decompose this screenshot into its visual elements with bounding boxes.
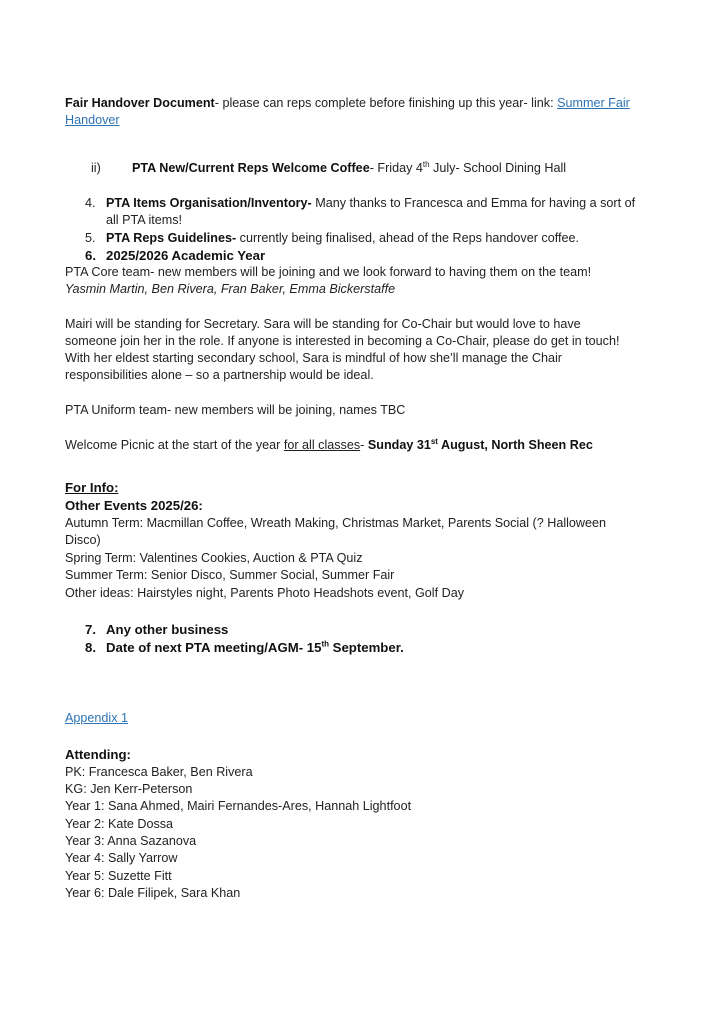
secretary-paragraph-line: someone join her in the role. If anyone is interested in becoming a Co-Chair, please do get in touch! (65, 334, 620, 348)
item-text: Many thanks to Francesca and Emma for having a sort of (311, 196, 636, 210)
secretary-paragraph-line: With her eldest starting secondary school, Sara is mindful of how she’ll manage the Chair (65, 351, 562, 365)
attendee-line: Year 2: Kate Dossa (65, 817, 174, 831)
agenda-item-8 (85, 639, 404, 656)
item-marker: 8. (85, 640, 96, 655)
item-text: all PTA items! (106, 213, 183, 227)
item-title: 2025/2026 Academic Year (106, 248, 266, 263)
appendix-1-link[interactable]: Appendix 1 (65, 711, 129, 725)
item-title: Date of next PTA meeting/AGM- 15 (106, 640, 322, 655)
handover-line-1 (65, 95, 630, 112)
attending-heading-text: Attending: (65, 747, 131, 762)
item-title: Any other business (106, 622, 229, 637)
agenda-item-7 (85, 621, 228, 638)
attendee-line: Year 5: Suzette Fitt (65, 869, 172, 883)
uniform-team-text: PTA Uniform team- new members will be joining, names TBC (65, 403, 406, 417)
picnic-underlined: for all classes (283, 438, 361, 452)
secretary-paragraph-line: responsibilities alone – so a partnership would be ideal. (65, 368, 374, 382)
events-line: Other ideas: Hairstyles night, Parents Photo Headshots event, Golf Day (65, 586, 465, 600)
superscript: st (430, 436, 438, 446)
handover-text: - please can reps complete before finishing up this year- link: (214, 96, 558, 110)
agenda-item-4-cont (106, 212, 182, 229)
other-events-heading-text: Other Events 2025/26: (65, 498, 203, 513)
secretary-paragraph-line: Mairi will be standing for Secretary. Sara will be standing for Co-Chair but would love to have (65, 317, 581, 331)
attendee-line: Year 6: Dale Filipek, Sara Khan (65, 886, 241, 900)
agenda-item-5 (85, 230, 579, 247)
events-line: Spring Term: Valentines Cookies, Auction & PTA Quiz (65, 551, 363, 565)
item-title: PTA Items Organisation/Inventory- (106, 196, 312, 210)
events-line: Summer Term: Senior Disco, Summer Social, Summer Fair (65, 568, 395, 582)
summer-fair-handover-link[interactable]: Summer Fair (557, 96, 630, 110)
item-title: PTA New/Current Reps Welcome Coffee (132, 161, 370, 175)
item-marker: ii) (91, 161, 101, 175)
attendee-line: KG: Jen Kerr-Peterson (65, 782, 193, 796)
agenda-item-ii (91, 160, 566, 177)
superscript: th (321, 639, 329, 649)
picnic-text: Welcome Picnic at the start of the year (65, 438, 284, 452)
picnic-dash: - (360, 438, 368, 452)
attendee-line: Year 1: Sana Ahmed, Mairi Fernandes-Ares, Hannah Lightfoot (65, 799, 412, 813)
core-team-names-text: Yasmin Martin, Ben Rivera, Fran Baker, Emma Bickerstaffe (65, 282, 396, 296)
welcome-picnic-line (65, 437, 593, 454)
picnic-date: Sunday 31 (367, 438, 431, 452)
item-marker: 5. (85, 231, 96, 245)
events-line: Disco) (65, 533, 101, 547)
item-title: September. (329, 640, 404, 655)
item-text: July- School Dining Hall (429, 161, 567, 175)
agenda-item-6 (85, 247, 265, 264)
attending-heading (65, 746, 131, 763)
item-marker: 6. (85, 248, 96, 263)
item-marker: 7. (85, 622, 96, 637)
other-events-heading (65, 497, 203, 514)
picnic-location: August, North Sheen Rec (437, 438, 593, 452)
appendix-line (65, 710, 128, 727)
attendee-line: Year 4: Sally Yarrow (65, 851, 178, 865)
attendee-line: PK: Francesca Baker, Ben Rivera (65, 765, 253, 779)
item-text: currently being finalised, ahead of the Reps handover coffee. (236, 231, 579, 245)
for-info-heading-text: For Info: (65, 480, 119, 495)
events-line: Autumn Term: Macmillan Coffee, Wreath Making, Christmas Market, Parents Social (? Halloween (65, 516, 607, 530)
item-text: - Friday 4 (369, 161, 423, 175)
item-title: PTA Reps Guidelines- (106, 231, 237, 245)
for-info-heading (65, 479, 118, 496)
summer-fair-handover-link-cont[interactable]: Handover (65, 113, 120, 127)
agenda-item-4 (85, 195, 635, 212)
handover-line-2 (65, 112, 120, 129)
attendee-line: Year 3: Anna Sazanova (65, 834, 197, 848)
item-marker: 4. (85, 196, 96, 210)
core-team-names (65, 281, 395, 298)
core-team-text: PTA Core team- new members will be joining and we look forward to having them on the team! (65, 265, 592, 279)
handover-title: Fair Handover Document (65, 96, 215, 110)
superscript: th (422, 159, 430, 169)
